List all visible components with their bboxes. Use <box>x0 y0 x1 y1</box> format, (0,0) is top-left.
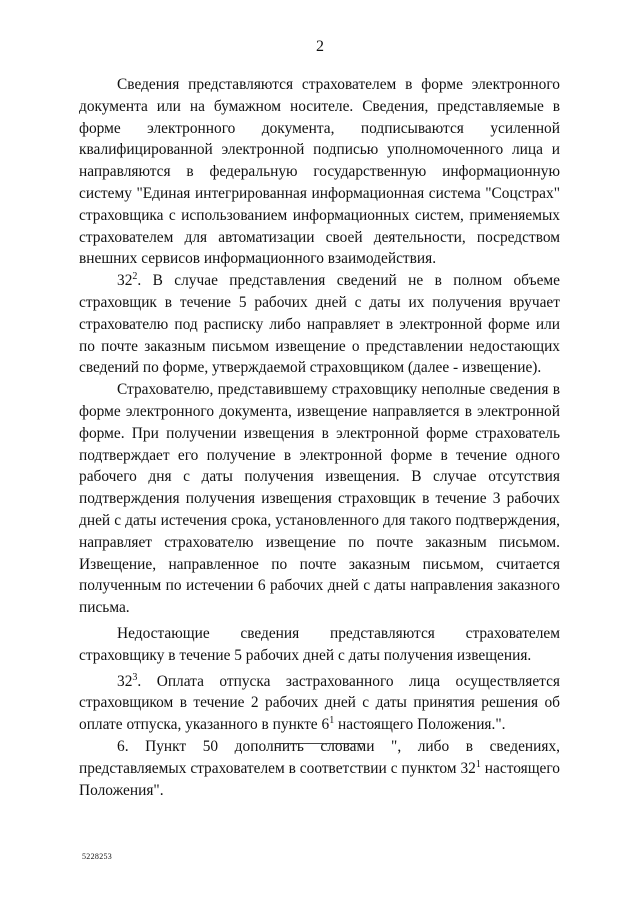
reference-superscript: 1 <box>475 758 481 770</box>
clause-superscript: 2 <box>132 271 138 283</box>
document-code: 5228253 <box>82 852 113 861</box>
end-separator-line <box>276 743 364 744</box>
paragraph-32-2 <box>79 270 560 379</box>
paragraph-electronic-notice <box>79 379 560 619</box>
clause-superscript: 3 <box>132 671 138 683</box>
paragraph-missing-info <box>79 623 560 667</box>
paragraph-tail: настоящего Положения.". <box>334 716 506 734</box>
paragraph-text: . В случае представления сведений не в полном объеме страховщик в течение 5 рабочих дней с даты их получения вручает страхователю под расписку либо направляет в электронной форме или по почте заказным письмом извещение о представлении недостающих сведений по форме, утверждаемой страховщиком (далее - извещение). <box>79 272 560 377</box>
paragraph-text: . Оплата отпуска застрахованного лица осуществляется страховщиком в течение 2 рабочих дней с даты принятия решения об оплате отпуска, указанного в пункте 6 <box>79 672 560 734</box>
paragraph-item-6 <box>79 736 560 801</box>
paragraph-intro <box>79 74 560 270</box>
page-number: 2 <box>316 38 324 55</box>
clause-number: 32 <box>117 672 133 690</box>
paragraph-text: Страхователю, представившему страховщику неполные сведения в форме электронного документа, извещение направляется в электронной форме. При получении извещения в электронной форме страхователь подтверждает его получение в электронной форме в течение одного рабочего дня с даты получения извещения. В случае отсутствия подтверждения получения извещения страховщик в течение 3 рабочих дней с даты истечения срока, установленного для такого подтверждения, направляет страхователю извещение по почте заказным письмом. Извещение, направленное по почте заказным письмом, считается полученным по истечении 6 рабочих дней с даты направления заказного письма. <box>79 381 560 617</box>
paragraph-text: 6. Пункт 50 дополнить словами ", либо в сведениях, представляемых страхователем в соответствии с пунктом 32 <box>79 737 560 777</box>
paragraph-text: Сведения представляются страхователем в форме электронного документа или на бумажном носителе. Сведения, представляемые в форме электронного документа, подписываются усиленной квалифицированной электронной подписью уполномоченного лица и направляются в федеральную государственную информационную систему "Единая интегрированная информационная система "Соцстрах" страховщика с использованием информационных систем, применяемых страхователем для автоматизации своей деятельности, посредством внешних сервисов информационного взаимодействия. <box>79 76 560 268</box>
paragraph-tail: настоящего Положения". <box>79 759 561 799</box>
paragraph-text: Недостающие сведения представляются страхователем страховщику в течение 5 рабочих дней с даты получения извещения. <box>79 624 560 664</box>
reference-superscript: 1 <box>329 715 335 727</box>
paragraph-32-3 <box>79 671 560 736</box>
document-body <box>79 74 560 801</box>
clause-number: 32 <box>117 272 133 290</box>
